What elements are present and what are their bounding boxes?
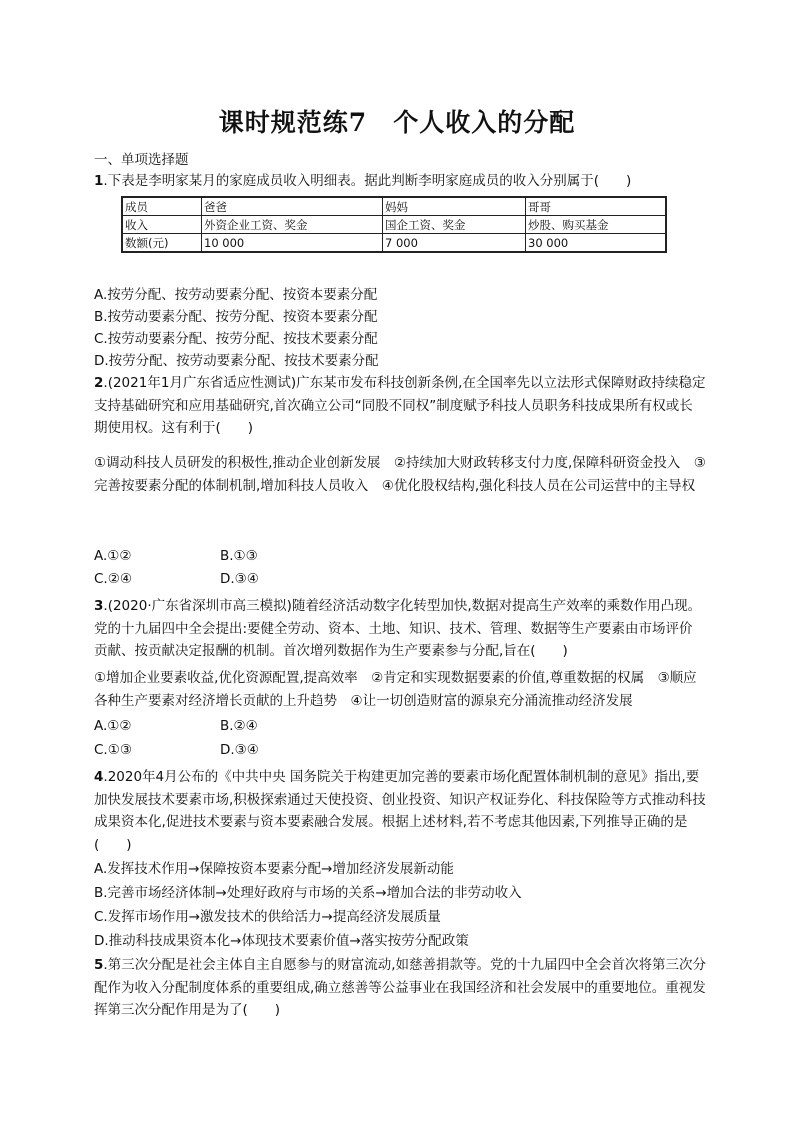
- option-c: C.发挥市场作用→激发技术的供给活力→提高经济发展质量: [94, 909, 441, 925]
- table-cell: 炒股、购买基金: [526, 216, 667, 234]
- page-title: 课时规范练7 个人收入的分配: [218, 108, 576, 137]
- question-stem: .(2020·广东省深圳市高三模拟)随着经济活动数字化转型加快,数据对提高生产效率的乘数作用凸现。党的十九届四中全会提出:要健全劳动、资本、土地、知识、技术、管理、数据等生产要素由市场评价贡献、按贡献决定报酬的机制。首次增列数据作为生产要素参与分配,旨在( ): [94, 598, 702, 659]
- question-number: 1: [94, 173, 104, 189]
- option-d: D.③④: [220, 742, 259, 758]
- option-a: A.发挥技术作用→保障按资本要素分配→增加经济发展新动能: [94, 861, 454, 877]
- table-cell: 30 000: [526, 234, 667, 253]
- option-b: B.完善市场经济体制→处理好政府与市场的关系→增加合法的非劳动收入: [94, 885, 522, 901]
- table-row: [122, 234, 666, 253]
- table-cell: 7 000: [383, 234, 526, 253]
- option-a: A.①②: [94, 718, 132, 734]
- question-number: 2: [94, 375, 104, 391]
- option-d: D.推动科技成果资本化→体现技术要素价值→落实按劳分配政策: [94, 933, 469, 949]
- table-cell: 妈妈: [383, 197, 526, 216]
- question-number: 3: [94, 598, 104, 614]
- table-cell: 成员: [122, 197, 202, 216]
- option-c: C.①③: [94, 742, 132, 758]
- question-stem: .(2021年1月广东省适应性测试)广东某市发布科技创新条例,在全国率先以立法形式保障财政持续稳定支持基础研究和应用基础研究,首次确立公司“同股不同权”制度赋予科技人员职务科技成果所有权或长期使用权。这有利于( ): [94, 375, 706, 436]
- option-c: C.②④: [94, 571, 132, 587]
- option-a: A.①②: [94, 548, 132, 564]
- question-4: [94, 766, 706, 856]
- table-cell: 收入: [122, 216, 202, 234]
- option-c: C.按劳动要素分配、按劳分配、按技术要素分配: [94, 331, 378, 347]
- question-3-statements: ①增加企业要素收益,优化资源配置,提高效率 ②肯定和实现数据要素的价值,尊重数据的权属 ③顺应各种生产要素对经济增长贡献的上升趋势 ④让一切创造财富的源泉充分涌流推动经济发展: [94, 670, 697, 709]
- table-row: [122, 216, 666, 234]
- option-b: B.按劳动要素分配、按劳分配、按资本要素分配: [94, 309, 378, 325]
- table-cell: 爸爸: [202, 197, 383, 216]
- option-a: A.按劳分配、按劳动要素分配、按资本要素分配: [94, 287, 378, 303]
- question-stem: .第三次分配是社会主体自主自愿参与的财富流动,如慈善捐款等。党的十九届四中全会首次将第三次分配作为收入分配制度体系的重要组成,确立慈善等公益事业在我国经济和社会发展中的重要地位。重视发挥第三次分配作用是为了( ): [94, 957, 706, 1018]
- question-3: [94, 595, 706, 663]
- table-row: [122, 197, 666, 216]
- question-stem: .下表是李明家某月的家庭成员收入明细表。据此判断李明家庭成员的收入分别属于( ): [103, 173, 632, 189]
- option-b: B.②④: [220, 718, 258, 734]
- question-5: [94, 954, 706, 1022]
- option-d: D.按劳分配、按劳动要素分配、按技术要素分配: [94, 353, 379, 369]
- table-cell: 哥哥: [526, 197, 667, 216]
- income-table: [121, 196, 667, 253]
- option-d: D.③④: [220, 571, 259, 587]
- option-b: B.①③: [220, 548, 258, 564]
- question-2-statements: ①调动科技人员研发的积极性,推动企业创新发展 ②持续加大财政转移支付力度,保障科研资金投入 ③完善按要素分配的体制机制,增加科技人员收入 ④优化股权结构,强化科技人员在公司运营中的主导权: [94, 455, 706, 494]
- question-number: 5: [94, 957, 104, 973]
- question-1: [94, 170, 706, 193]
- table-cell: 国企工资、奖金: [383, 216, 526, 234]
- question-number: 4: [94, 769, 104, 785]
- table-cell: 10 000: [202, 234, 383, 253]
- table-cell: 数额(元): [122, 234, 202, 253]
- table-cell: 外资企业工资、奖金: [202, 216, 383, 234]
- section-heading: 一、单项选择题: [94, 152, 189, 168]
- question-2: [94, 372, 706, 440]
- question-stem: .2020年4月公布的《中共中央 国务院关于构建更加完善的要素市场化配置体制机制的意见》指出,要加快发展技术要素市场,积极探索通过天使投资、创业投资、知识产权证券化、科技保险等方式推动科技成果资本化,促进技术要素与资本要素融合发展。根据上述材料,若不考虑其他因素,下列推导正确的是( ): [94, 769, 706, 853]
